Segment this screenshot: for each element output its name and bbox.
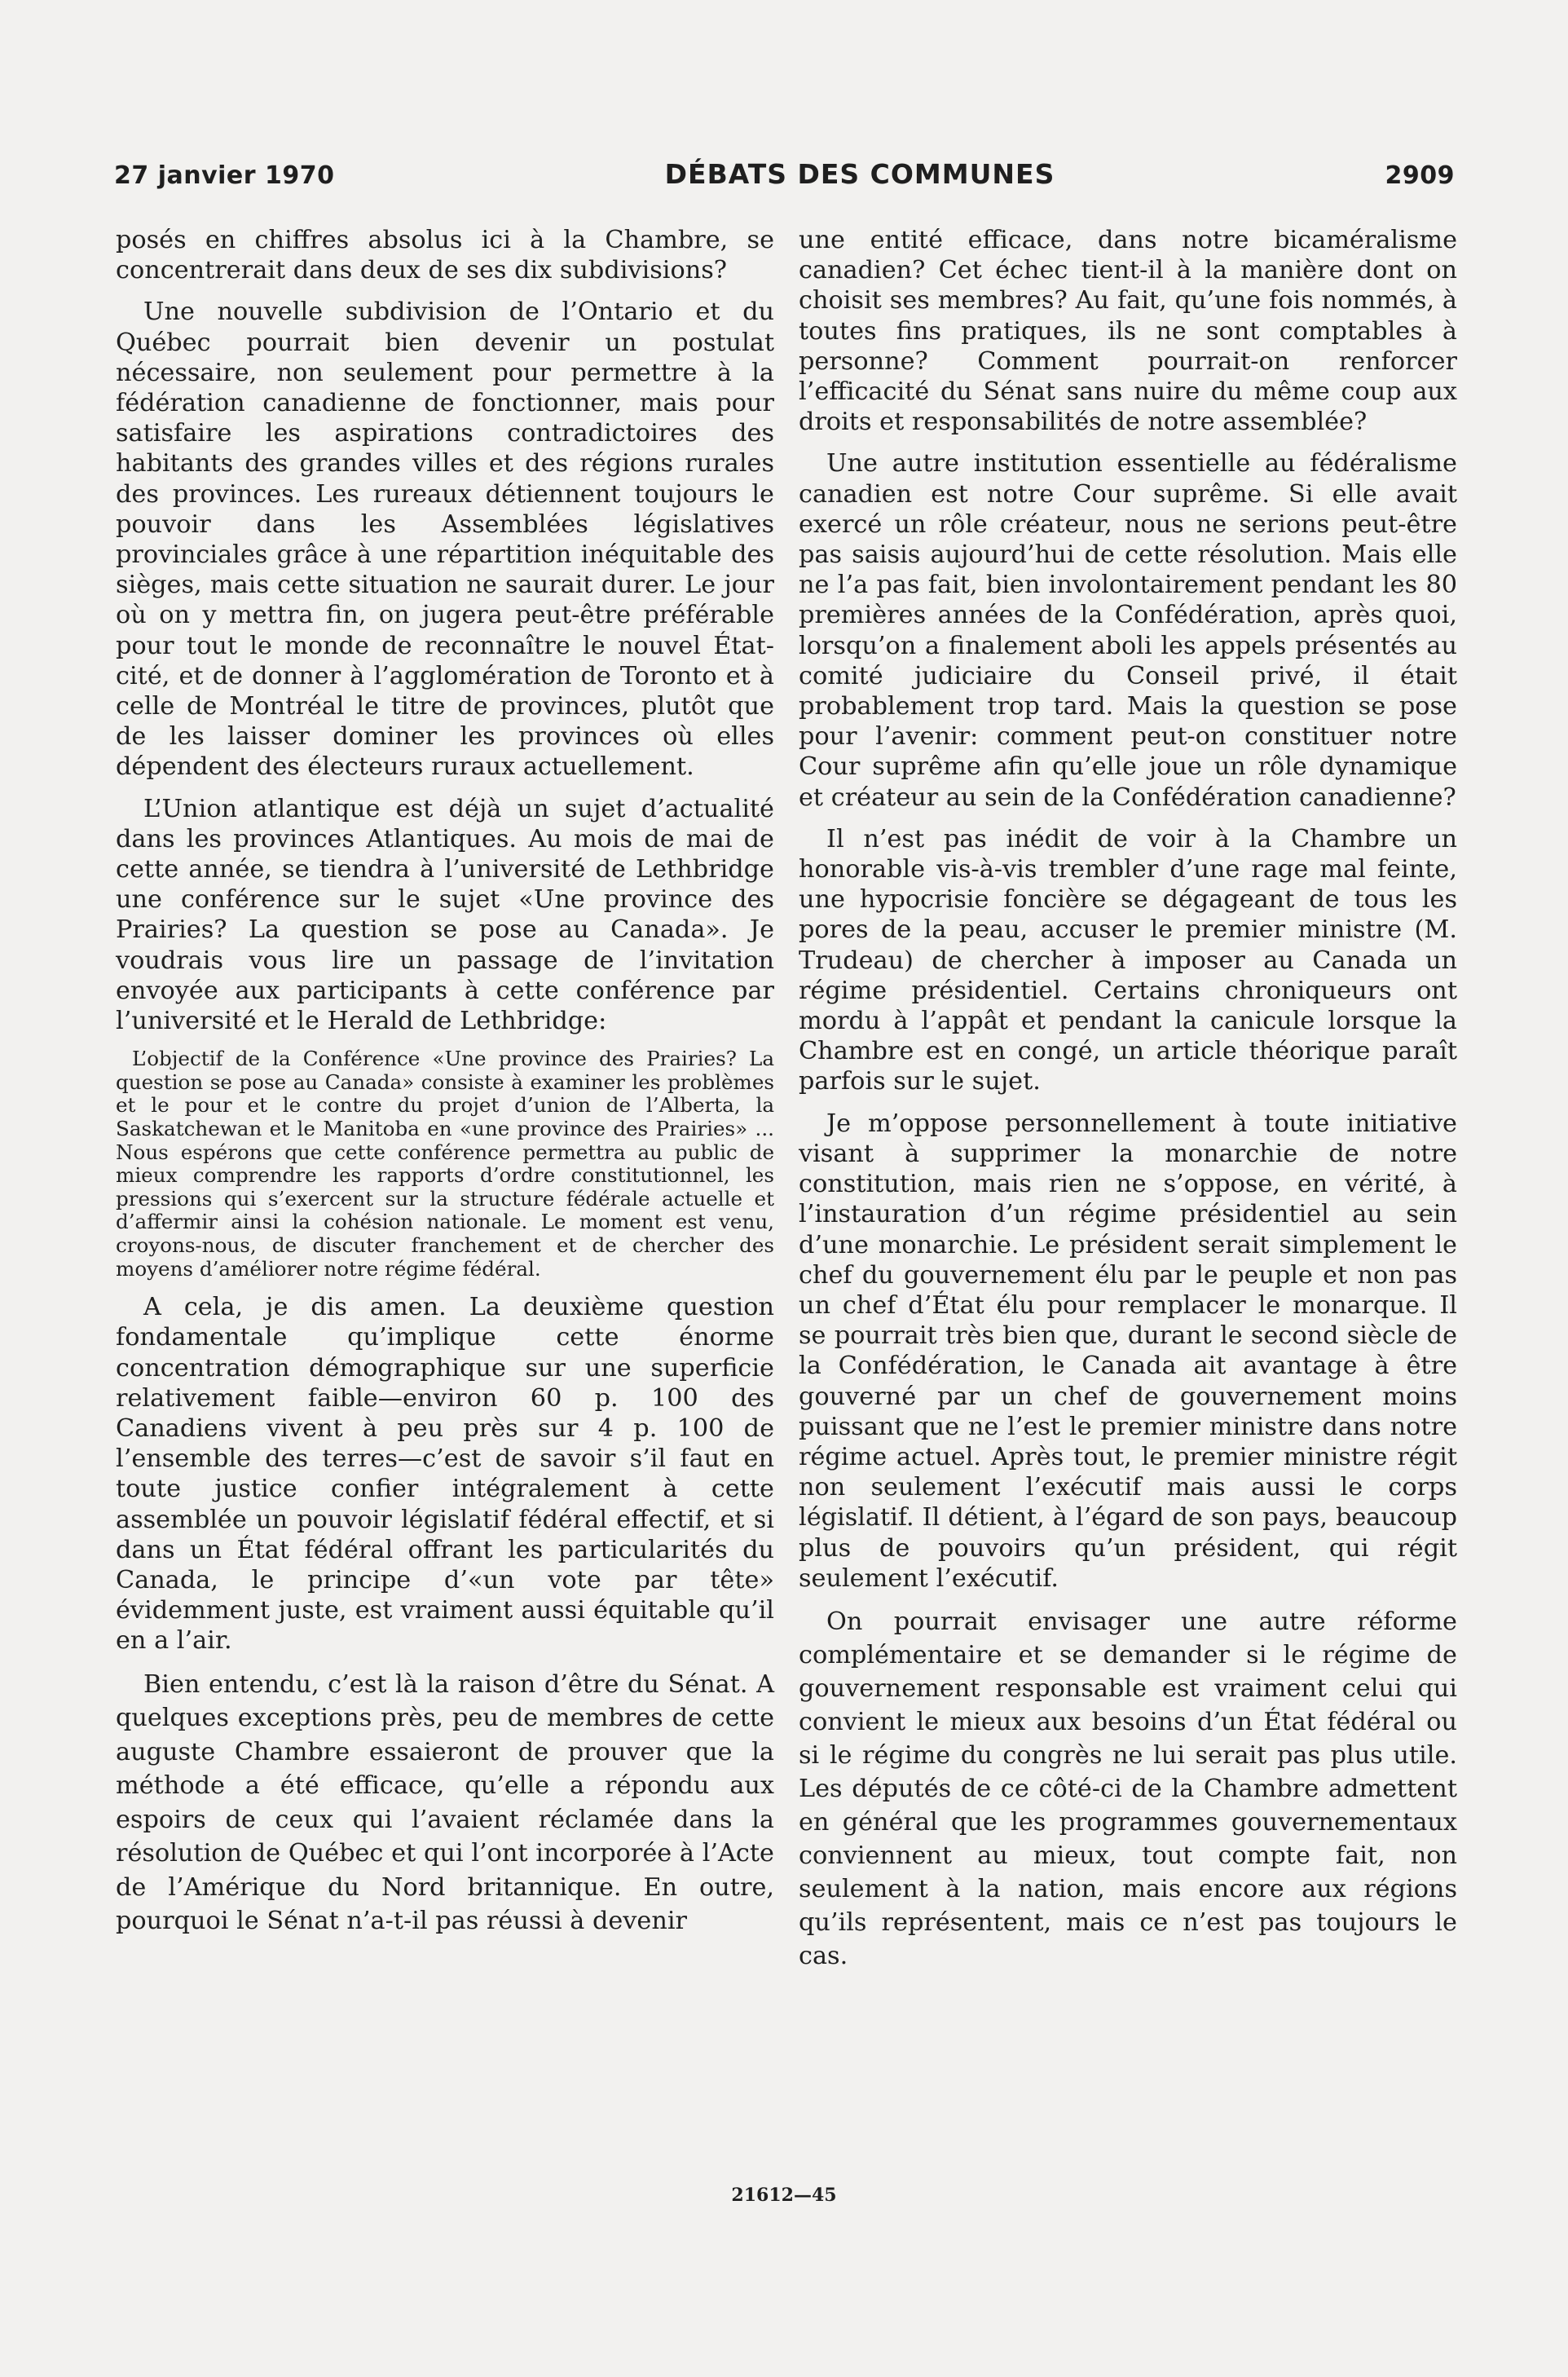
footer-signature: 21612—45 <box>731 2185 837 2206</box>
header-title: DÉBATS DES COMMUNES <box>664 158 1055 190</box>
paragraph: Une nouvelle subdivision de l’Ontario et du Québec pourrait bien devenir un postulat nécessaire, non seulement pour permettre à la fédération canadienne de fonctionner, mais pour satisfaire les aspirations contradictoires des habitants des grandes villes et des régions rurales des provinces. Les rureaux détiennent toujours le pouvoir dans les Assemblées législatives provinciales grâce à une répartition inéquitable des sièges, mais cette situation ne saurait durer. Le jour où on y mettra fin, on jugera peut-être préférable pour tout le monde de reconnaître le nouvel État-cité, et de donner à l’agglomération de Toronto et à celle de Montréal le titre de provinces, plutôt que de les laisser dominer les provinces où elles dépendent des électeurs ruraux actuellement. <box>116 298 774 782</box>
header-page-number: 2909 <box>1385 161 1455 190</box>
paragraph: Il n’est pas inédit de voir à la Chambre un honorable vis-à-vis trembler d’une rage mal feinte, une hypocrisie foncière se dégageant de tous les pores de la peau, accuser le premier ministre (M. Trudeau) de chercher à imposer au Canada un régime présidentiel. Certains chroniqueurs ont mordu à l’appât et pendant la canicule lorsque la Chambre est en congé, un article théorique paraît parfois sur le sujet. <box>799 824 1457 1096</box>
paragraph: On pourrait envisager une autre réforme complémentaire et se demander si le régime de gouvernement responsable est vraiment celui qui convient le mieux aux besoins d’un État fédéral ou si le régime du congrès ne lui serait pas plus utile. Les députés de ce côté-ci de la Chambre admettent en général que les programmes gouvernementaux conviennent au mieux, tout compte fait, non seulement à la nation, mais encore aux régions qu’ils représentent, mais ce n’est pas toujours le cas. <box>799 1607 1457 1970</box>
left-column <box>116 225 774 1950</box>
paragraph: L’Union atlantique est déjà un sujet d’actualité dans les provinces Atlantiques. Au mois de mai de cette année, se tiendra à l’université de Lethbridge une conférence sur le sujet «Une province des Prairies? La question se pose au Canada». Je voudrais vous lire un passage de l’invitation envoyée aux participants à cette conférence par l’université et le Herald de Lethbridge: <box>116 794 774 1036</box>
right-column <box>799 225 1457 1984</box>
page-header <box>114 158 1455 190</box>
paragraph: A cela, je dis amen. La deuxième question fondamentale qu’implique cette énorme concentration démographique sur une superficie relativement faible—environ 60 p. 100 des Canadiens vivent à peu près sur 4 p. 100 de l’ensemble des terres—c’est de savoir s’il faut en toute justice confier intégralement à cette assemblée un pouvoir législatif fédéral effectif, et si dans un État fédéral offrant les particularités du Canada, le principe d’«un vote par tête» évidemment juste, est vraiment aussi équitable qu’il en a l’air. <box>116 1293 774 1656</box>
header-date: 27 janvier 1970 <box>114 161 335 190</box>
paragraph: Je m’oppose personnellement à toute initiative visant à supprimer la monarchie de notre constitution, mais rien ne s’oppose, en vérité, à l’instauration d’un régime présidentiel au sein d’une monarchie. Le président serait simplement le chef du gouvernement élu par le peuple et non pas un chef d’État élu pour remplacer le monarque. Il se pourrait très bien que, durant le second siècle de la Confédération, le Canada ait avantage à être gouverné par un chef de gouvernement moins puissant que ne l’est le premier ministre dans notre régime actuel. Après tout, le premier ministre régit non seulement l’exécutif mais aussi le corps législatif. Il détient, à l’égard de son pays, beaucoup plus de pouvoirs qu’un président, qui régit seulement l’exécutif. <box>799 1109 1457 1593</box>
paragraph: une entité efficace, dans notre bicaméralisme canadien? Cet échec tient-il à la manière dont on choisit ses membres? Au fait, qu’une fois nommés, à toutes fins pratiques, ils ne sont comptables à personne? Comment pourrait-on renforcer l’efficacité du Sénat sans nuire du même coup aux droits et responsabilités de notre assemblée? <box>799 226 1457 437</box>
paragraph: Bien entendu, c’est là la raison d’être du Sénat. A quelques exceptions près, peu de membres de cette auguste Chambre essaieront de prouver que la méthode a été efficace, qu’elle a répondu aux espoirs de ceux qui l’avaient réclamée dans la résolution de Québec et qui l’ont incorporée à l’Acte de l’Amérique du Nord britannique. En outre, pourquoi le Sénat n’a-t-il pas réussi à devenir <box>116 1669 774 1936</box>
block-quote: L’objectif de la Conférence «Une province des Prairies? La question se pose au Canada» consiste à examiner les problèmes et le pour et le contre du projet d’union de l’Alberta, la Saskatchewan et le Manitoba en «une province des Prairies» ... Nous espérons que cette conférence permettra au public de mieux comprendre les rapports d’ordre constitutionnel, les pressions qui s’exercent sur la structure fédérale actuelle et d’affermir ainsi la cohésion nationale. Le moment est venu, croyons-nous, de discuter franchement et de chercher des moyens d’améliorer notre régime fédéral. <box>116 1047 774 1281</box>
paragraph: posés en chiffres absolus ici à la Chambre, se concentrerait dans deux de ses dix subdivisions? <box>116 226 774 285</box>
paragraph: Une autre institution essentielle au fédéralisme canadien est notre Cour suprême. Si elle avait exercé un rôle créateur, nous ne serions peut-être pas saisis aujourd’hui de cette résolution. Mais elle ne l’a pas fait, bien involontairement pendant les 80 premières années de la Confédération, après quoi, lorsqu’on a finalement aboli les appels présentés au comité judiciaire du Conseil privé, il était probablement trop tard. Mais la question se pose pour l’avenir: comment peut-on constituer notre Cour suprême afin qu’elle joue un rôle dynamique et créateur au sein de la Confédération canadienne? <box>799 449 1457 812</box>
